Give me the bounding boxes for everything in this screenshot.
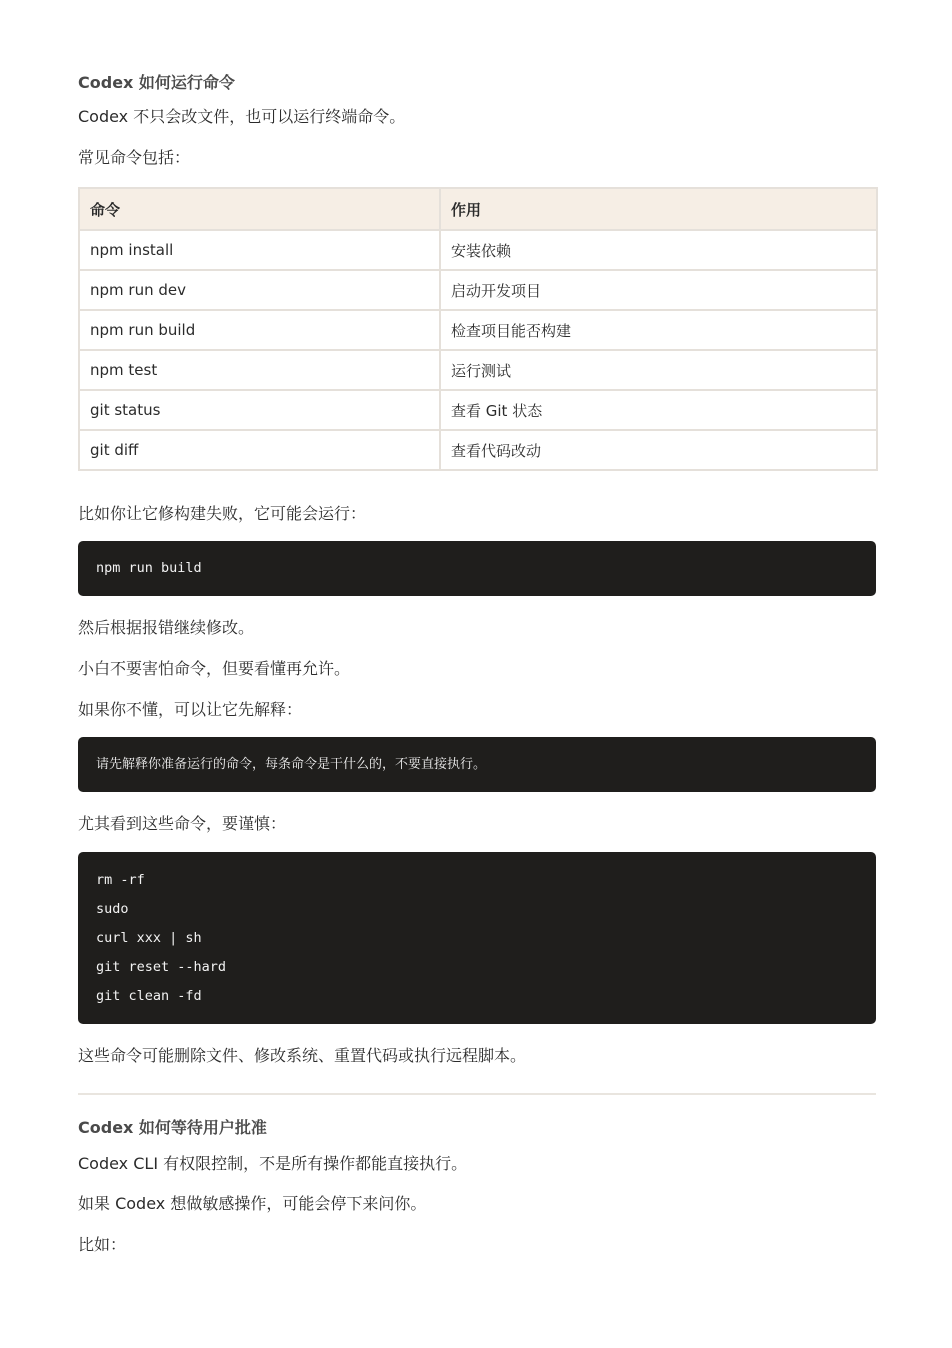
table-row (79, 270, 877, 310)
table-cell-purpose: 查看代码改动 (440, 430, 877, 470)
code-block-dangerous-commands (78, 852, 876, 1024)
code-block-explain-prompt (78, 737, 876, 792)
build-example-paragraph: 比如你让它修构建失败，它可能会运行： (78, 504, 367, 523)
table-cell-command: npm run dev (79, 270, 440, 310)
code-line: git clean -fd (96, 988, 202, 1004)
commands-table-wrapper (78, 187, 878, 471)
section-divider (78, 1093, 876, 1095)
table-cell-command: git status (79, 390, 440, 430)
table-cell-purpose: 检查项目能否构建 (440, 310, 877, 350)
table-cell-purpose: 查看 Git 状态 (440, 390, 877, 430)
advice-paragraph: 小白不要害怕命令，但要看懂再允许。 (78, 659, 351, 678)
after-build-paragraph: 然后根据报错继续修改。 (78, 618, 255, 637)
table-row (79, 310, 877, 350)
approval-paragraph-1: Codex CLI 有权限控制，不是所有操作都能直接执行。 (78, 1154, 468, 1173)
table-row (79, 430, 877, 470)
table-cell-command: git diff (79, 430, 440, 470)
intro-paragraph: Codex 不只会改文件，也可以运行终端命令。 (78, 107, 406, 126)
caution-paragraph: 尤其看到这些命令，要谨慎： (78, 814, 287, 833)
explain-paragraph: 如果你不懂，可以让它先解释： (78, 700, 303, 719)
commands-table (78, 187, 878, 471)
table-cell-purpose: 运行测试 (440, 350, 877, 390)
code-line: curl xxx | sh (96, 930, 202, 946)
common-commands-label: 常见命令包括： (78, 148, 191, 167)
code-line: sudo (96, 901, 129, 917)
table-row (79, 350, 877, 390)
code-line: 请先解释你准备运行的命令，每条命令是干什么的，不要直接执行。 (96, 757, 487, 772)
table-header-command: 命令 (79, 188, 440, 230)
approval-paragraph-3: 比如： (78, 1235, 127, 1254)
code-line: rm -rf (96, 872, 145, 888)
approval-paragraph-2: 如果 Codex 想做敏感操作，可能会停下来问你。 (78, 1194, 427, 1213)
table-header-purpose: 作用 (440, 188, 877, 230)
table-cell-command: npm install (79, 230, 440, 270)
table-row (79, 230, 877, 270)
section-heading-run-commands: Codex 如何运行命令 (78, 73, 235, 92)
section-heading-approval: Codex 如何等待用户批准 (78, 1118, 267, 1137)
table-row (79, 390, 877, 430)
danger-note-paragraph: 这些命令可能删除文件、修改系统、重置代码或执行远程脚本。 (78, 1046, 527, 1065)
table-header-row (79, 188, 877, 230)
table-cell-purpose: 安装依赖 (440, 230, 877, 270)
table-cell-command: npm test (79, 350, 440, 390)
code-line: git reset --hard (96, 959, 227, 975)
table-cell-purpose: 启动开发项目 (440, 270, 877, 310)
code-line: npm run build (96, 560, 202, 576)
code-block-build (78, 541, 876, 596)
table-cell-command: npm run build (79, 310, 440, 350)
